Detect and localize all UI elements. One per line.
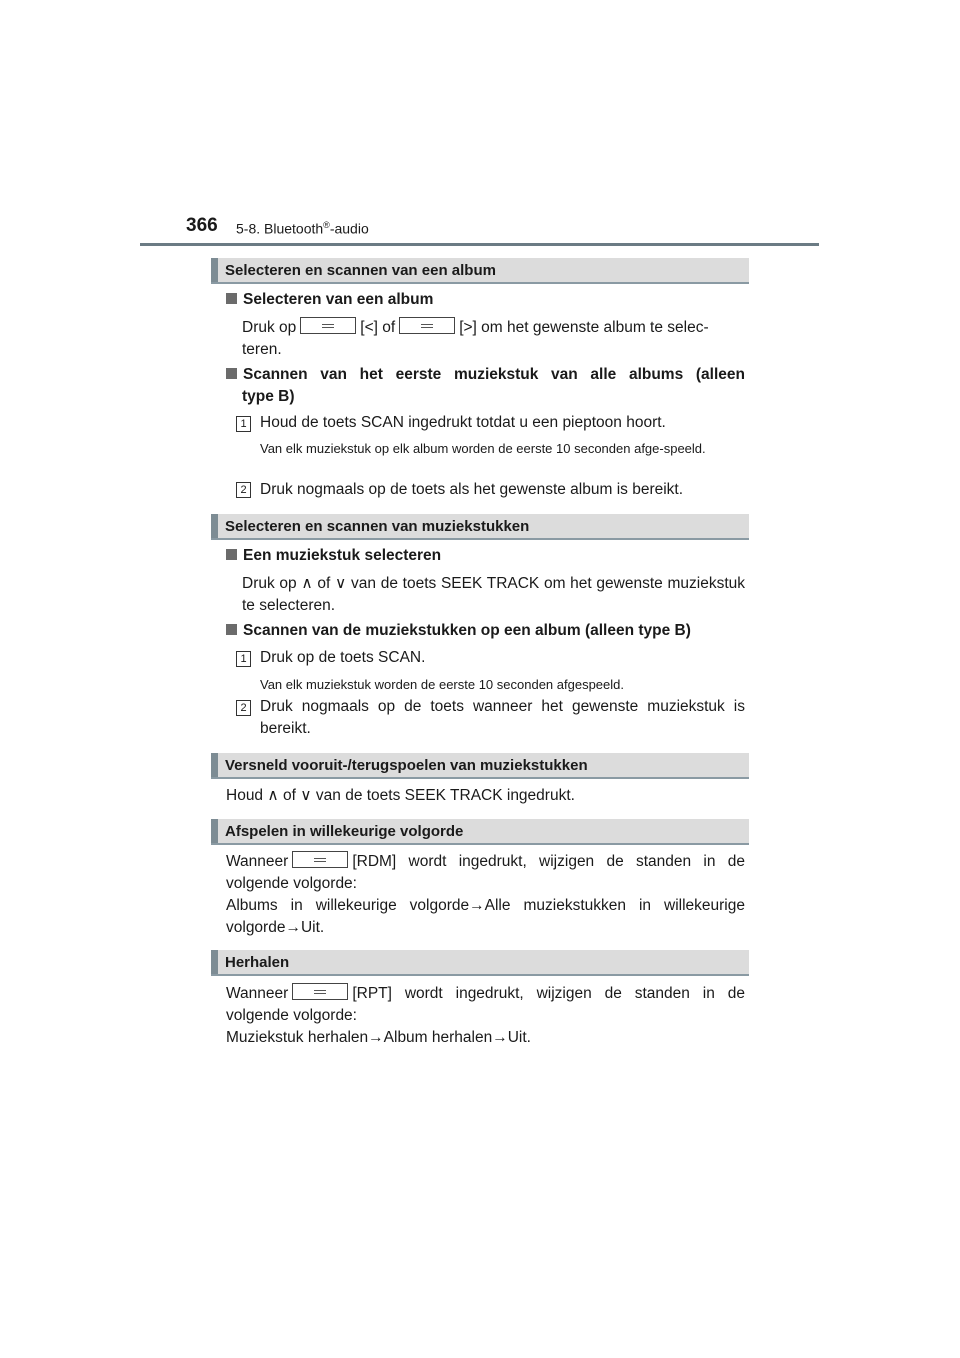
sub-heading-scan-albums [226, 366, 746, 406]
random-text [226, 851, 745, 895]
section-title: Versneld vooruit-/terugspoelen van muziekstukken [225, 757, 588, 774]
chapter-prefix: 5-8. Bluetooth [236, 220, 324, 237]
text-part: [RDM] wordt ingedrukt, wijzigen de standen in de volgende volgorde: [226, 853, 745, 892]
section-header-repeat [211, 950, 749, 976]
section-bar [211, 950, 218, 974]
prev-button-icon [300, 317, 356, 334]
square-bullet-icon [226, 368, 237, 379]
text-part: Druk op [242, 319, 297, 336]
repeat-text [226, 983, 745, 1027]
page-number: 366 [186, 215, 218, 236]
sub-heading-text: Een muziekstuk selecteren [243, 547, 442, 564]
section-header-ffrew [211, 753, 749, 779]
sub-heading-text: Scannen van de muziekstukken op een album (alleen type B) [243, 622, 691, 639]
select-album-line1 [242, 317, 745, 339]
text-part: [<] of [360, 319, 396, 336]
chapter-title [236, 220, 369, 237]
select-track-text: Druk op ∧ of ∨ van de toets SEEK TRACK om het gewenste muziekstuk te selecteren. [242, 575, 745, 614]
step-text: Druk nogmaals op de toets als het gewenste album is bereikt. [260, 481, 684, 498]
step-text: Druk nogmaals op de toets wanneer het gewenste muziekstuk is bereikt. [260, 698, 745, 737]
ffrew-text: Houd ∧ of ∨ van de toets SEEK TRACK ingedrukt. [226, 787, 575, 804]
section-bar [211, 514, 218, 538]
sub-heading-select-album [226, 291, 433, 309]
step-number: 1 [236, 416, 251, 432]
section-title: Herhalen [225, 954, 290, 971]
section-title: Afspelen in willekeurige volgorde [225, 823, 464, 840]
square-bullet-icon [226, 549, 237, 560]
sub-heading-text: Scannen van het eerste muziekstuk van alle albums (alleen [243, 366, 745, 383]
random-sequence: Albums in willekeurige volgorde→Alle muziekstukken in willekeurige volgorde→Uit. [226, 897, 745, 936]
section-bar [211, 258, 218, 282]
text-part: [>] om het gewenste album te selec- [459, 319, 709, 336]
header-rule [140, 243, 819, 246]
step-number: 1 [236, 651, 251, 667]
sub-heading-text-cont: type B) [242, 388, 295, 405]
select-album-line2: teren. [242, 341, 282, 358]
section-title: Selecteren en scannen van een album [225, 262, 496, 279]
text-part: [RPT] wordt ingedrukt, wijzigen de standen in de volgende volgorde: [226, 985, 745, 1024]
section-header-album [211, 258, 749, 284]
text-part: Wanneer [226, 853, 289, 870]
section-title: Selecteren en scannen van muziekstukken [225, 518, 530, 535]
square-bullet-icon [226, 293, 237, 304]
square-bullet-icon [226, 624, 237, 635]
step-number: 2 [236, 700, 251, 716]
step-text: Houd de toets SCAN ingedrukt totdat u een pieptoon hoort. [260, 414, 666, 431]
next-button-icon [399, 317, 455, 334]
section-bar [211, 819, 218, 843]
sub-heading-scan-tracks [226, 622, 691, 640]
rdm-button-icon [292, 851, 348, 868]
step-text: Druk op de toets SCAN. [260, 649, 426, 666]
repeat-sequence: Muziekstuk herhalen→Album herhalen→Uit. [226, 1029, 531, 1046]
step-note: Van elk muziekstuk worden de eerste 10 seconden afgespeeld. [260, 677, 624, 692]
section-header-random [211, 819, 749, 845]
section-bar [211, 753, 218, 777]
step-number: 2 [236, 482, 251, 498]
rpt-button-icon [292, 983, 348, 1000]
sub-heading-text: Selecteren van een album [243, 291, 434, 308]
section-header-tracks [211, 514, 749, 540]
registered-mark: ® [323, 220, 330, 230]
text-part: Wanneer [226, 985, 289, 1002]
chapter-suffix: -audio [329, 220, 369, 237]
sub-heading-select-track [226, 547, 441, 565]
step-note: Van elk muziekstuk op elk album worden de eerste 10 seconden afge-speeld. [260, 441, 706, 456]
